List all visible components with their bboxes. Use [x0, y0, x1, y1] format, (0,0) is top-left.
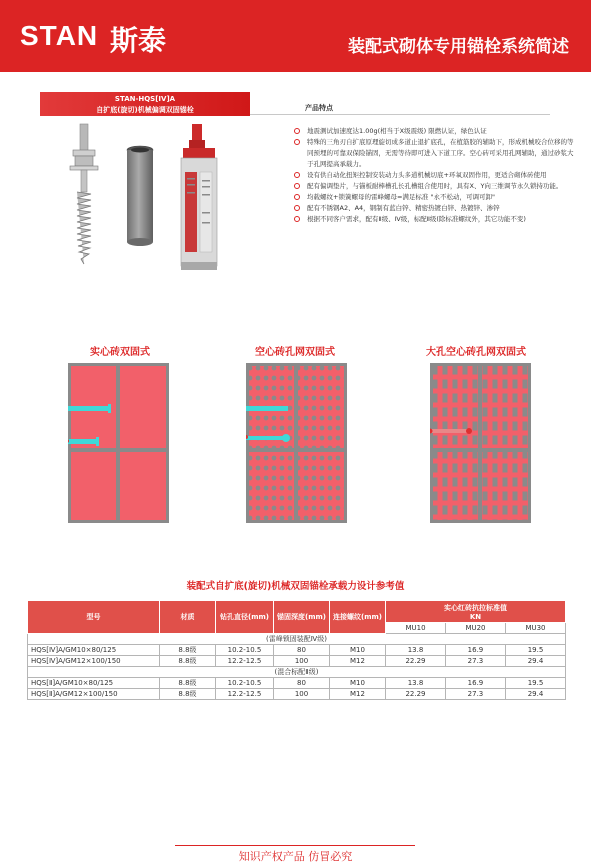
features-list	[294, 126, 574, 225]
bullet-icon	[294, 183, 300, 189]
bullet-icon	[294, 216, 300, 222]
table-cell: M12	[330, 656, 386, 667]
feature-item: 均载螺纹+锁簧螺母的雷峰螺母=满足标准 "永不松动，可调可卸"	[294, 192, 574, 203]
table-cell: 80	[274, 678, 330, 689]
spec-table	[27, 600, 566, 700]
bullet-icon	[294, 139, 300, 145]
table-group-row	[28, 667, 566, 678]
brand-logo: STAN	[20, 20, 99, 51]
diagram-title-solid: 实心砖双固式	[90, 347, 150, 358]
table-cell: 13.8	[386, 678, 446, 689]
table-cell: 12.2-12.5	[216, 689, 274, 700]
table-cell: M10	[330, 678, 386, 689]
header-mu30: MU30	[505, 623, 565, 634]
table-cell: 13.8	[386, 645, 446, 656]
table-cell: HQS[Ⅱ]A/GM12×100/150	[28, 689, 160, 700]
adhesive-cartridge-image	[175, 122, 223, 274]
hollow-brick-wall-diagram	[246, 363, 347, 523]
sleeve-image	[122, 145, 158, 249]
table-cell: 22.29	[386, 656, 446, 667]
footer-notice: 知识产权产品 仿冒必究	[238, 850, 353, 863]
table-cell: 8.8级	[160, 645, 216, 656]
table-title: 装配式自扩底(旋切)机械双固锚栓承载力设计参考值	[186, 581, 405, 592]
table-cell: 80	[274, 645, 330, 656]
table-row	[28, 689, 566, 700]
table-cell: 10.2-10.5	[216, 645, 274, 656]
group-label: (雷峰锁固装配Ⅳ级)	[28, 634, 566, 645]
table-cell: 27.3	[445, 656, 505, 667]
header-strength-label: 实心红砖抗拉标准值	[444, 603, 507, 612]
feature-item: 特殊的三角刃自扩底原理旋切成多道止退扩底孔，在植筋胶的辅助下，形成机械咬合位移的等同预埋的可靠双保险锚固，无需等待即可进入下道工序。空心砖可采用孔网辅助，通过砂浆大于孔网提高承载力。	[294, 137, 574, 170]
table-cell: 27.3	[445, 689, 505, 700]
feature-item: 配有不锈钢A2、A4，钢制有蓝白锌、精密热镀白锌、热镀锌、渗锌	[294, 203, 574, 214]
product-name: 自扩底(旋切)机械偏调双固锚栓	[96, 106, 194, 114]
feature-item: 地震测试加速度达1.00g(相当于Ⅹ级震级) 限燃认证，绿色认证	[294, 126, 574, 137]
header-model: 型号	[28, 601, 160, 634]
header-unit: KN	[469, 612, 482, 621]
large-hollow-brick-wall-diagram	[430, 363, 531, 523]
solid-brick-wall-diagram	[68, 363, 169, 523]
table-row	[28, 645, 566, 656]
header-banner	[0, 0, 591, 72]
header-strength	[386, 601, 566, 623]
anchor-bolt-image	[60, 122, 110, 270]
group-label: (混合标配Ⅱ级)	[28, 667, 566, 678]
table-cell: 16.9	[445, 645, 505, 656]
bullet-icon	[294, 172, 300, 178]
table-cell: M10	[330, 645, 386, 656]
bullet-icon	[294, 205, 300, 211]
product-code: STAN-HQS[IV]A	[114, 95, 176, 103]
features-title: 产品特点	[305, 104, 333, 112]
diagram-title-hollow: 空心砖孔网双固式	[255, 347, 335, 358]
table-cell: 19.5	[505, 678, 565, 689]
diagram-title-large-hollow: 大孔空心砖孔网双固式	[426, 347, 526, 358]
table-cell: 8.8级	[160, 689, 216, 700]
brand-logo-cn: 斯泰	[110, 24, 167, 57]
table-cell: HQS[Ⅳ]A/GM10×80/125	[28, 645, 160, 656]
product-tag	[40, 92, 250, 116]
table-cell: 12.2-12.5	[216, 656, 274, 667]
table-cell: HQS[Ⅱ]A/GM10×80/125	[28, 678, 160, 689]
table-cell: 29.4	[505, 656, 565, 667]
bullet-icon	[294, 194, 300, 200]
table-cell: 22.29	[386, 689, 446, 700]
table-cell: HQS[Ⅳ]A/GM12×100/150	[28, 656, 160, 667]
header-depth: 锚固深度(mm)	[274, 601, 330, 634]
table-cell: 19.5	[505, 645, 565, 656]
header-drill: 钻孔直径(mm)	[216, 601, 274, 634]
table-cell: 16.9	[445, 678, 505, 689]
header-material: 材质	[160, 601, 216, 634]
feature-item: 配有偏调垫片，与锚板耐棒槽孔长孔槽组合使用时，具有X、Y向三维调节永久锁持功能。	[294, 181, 574, 192]
bullet-icon	[294, 128, 300, 134]
section-divider	[250, 114, 550, 115]
table-cell: 29.4	[505, 689, 565, 700]
feature-item: 根据不同客户需求，配有Ⅱ级、Ⅳ级，标配Ⅱ级(除标准螺纹外，其它功能不变)	[294, 214, 574, 225]
table-cell: 8.8级	[160, 678, 216, 689]
table-row	[28, 656, 566, 667]
table-cell: 8.8级	[160, 656, 216, 667]
header-mu10: MU10	[386, 623, 446, 634]
table-group-row	[28, 634, 566, 645]
header-mu20: MU20	[445, 623, 505, 634]
header-thread: 连接螺纹(mm)	[330, 601, 386, 634]
table-cell: 10.2-10.5	[216, 678, 274, 689]
page-title: 装配式砌体专用锚栓系统简述	[348, 37, 569, 57]
table-cell: M12	[330, 689, 386, 700]
table-cell: 100	[274, 656, 330, 667]
feature-item: 设有供自动化扭矩控制安装动力头多道机械切底+环氧双固作用，更适合砌体砖使用	[294, 170, 574, 181]
table-cell: 100	[274, 689, 330, 700]
table-row	[28, 678, 566, 689]
footer-divider	[175, 845, 415, 846]
